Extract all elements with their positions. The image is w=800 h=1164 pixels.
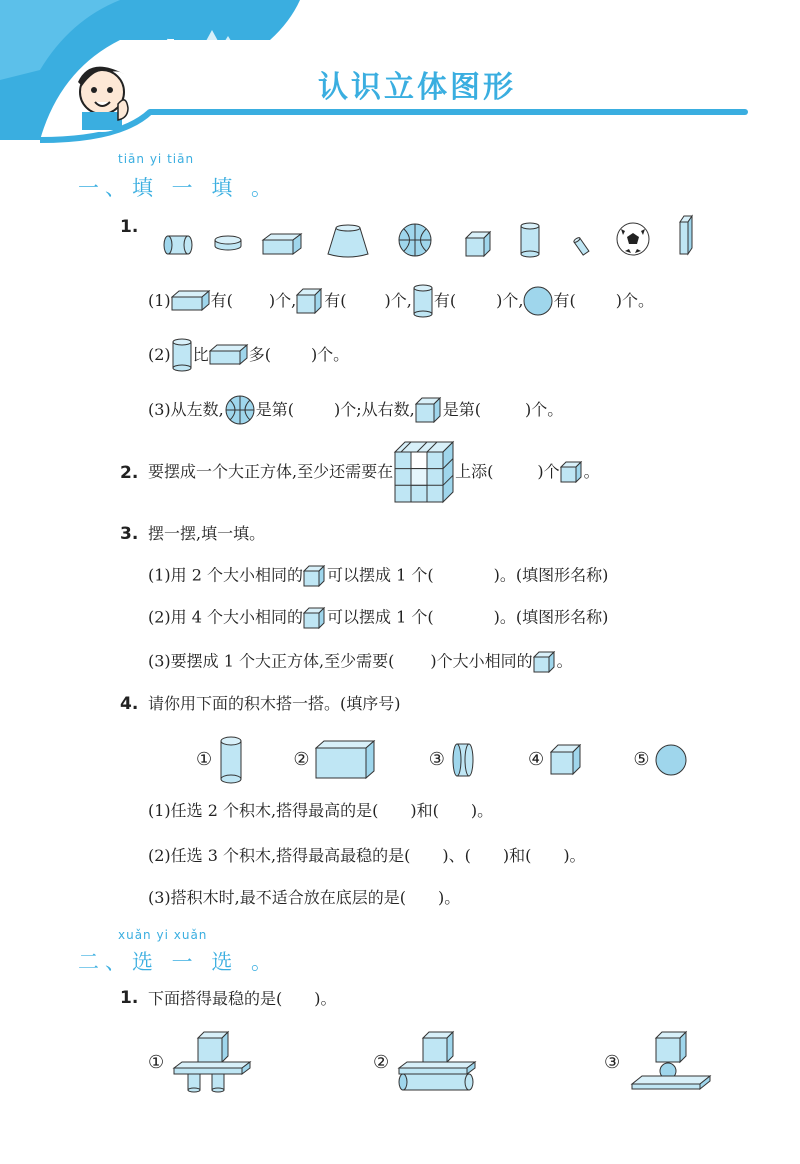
option-label-2: ② (373, 1052, 390, 1073)
section2-pinyin: xuǎn yi xuǎn (118, 928, 208, 942)
block-label-3: ③ (428, 749, 445, 770)
q3-number: 3. (120, 524, 139, 544)
cube-icon (303, 565, 327, 587)
s2-q1-number: 1. (120, 988, 139, 1008)
option-label-1: ① (148, 1052, 165, 1073)
q4-blocks (196, 736, 687, 784)
q1-part3: (3)从左数, 是第( )个;从右数, 是第( )个。 (148, 394, 563, 426)
sphere-icon (655, 744, 687, 776)
basketball-icon (224, 394, 256, 426)
q1-shape-row (160, 212, 710, 262)
q3-part3: (3)要摆成 1 个大正方体,至少需要( )个大小相同的 。 (148, 651, 573, 671)
bicycle-icon (154, 40, 186, 56)
section1-pinyin: tiān yi tiān (118, 152, 195, 166)
option-2-stack-icon (393, 1030, 483, 1094)
cylinder-icon (164, 236, 192, 254)
small-cylinder-icon (573, 237, 589, 255)
cube-stack-icon (393, 440, 455, 504)
block-label-5: ⑤ (633, 749, 650, 770)
frustum-icon (328, 225, 368, 257)
section2-heading: 二、选 一 选 。 (78, 950, 279, 974)
basketball-icon (399, 224, 431, 256)
q3-title: 摆一摆,填一填。 (148, 524, 266, 543)
cylinder-upright-icon (521, 223, 539, 257)
q3-part1: (1)用 2 个大小相同的 可以摆成 1 个( )。(填图形名称) (148, 565, 609, 585)
cube-icon (533, 651, 557, 673)
cube-icon (550, 744, 582, 776)
tall-prism-icon (680, 216, 692, 254)
q4-part1: (1)任选 2 个积木,搭得最高的是( )和( )。 (148, 801, 494, 820)
soccer-ball-icon (617, 223, 649, 255)
q4-part3: (3)搭积木时,最不适合放在底层的是( )。 (148, 888, 461, 907)
q2-number: 2. (120, 463, 139, 483)
cuboid-icon (209, 344, 249, 366)
cube-icon (296, 288, 324, 314)
sphere-icon (523, 286, 553, 316)
block-label-4: ④ (528, 749, 545, 770)
cuboid-icon (263, 234, 301, 254)
page-title: 认识立体图形 (318, 70, 516, 105)
cylinder-icon (412, 284, 434, 318)
q1-part2: (2) 比 多( )个。 (148, 338, 349, 372)
cylinder-icon (218, 736, 244, 784)
q4-number: 4. (120, 694, 139, 714)
block-label-1: ① (196, 749, 213, 770)
cube-icon (466, 232, 490, 256)
cube-icon (303, 607, 327, 629)
option-1-stack-icon (168, 1030, 258, 1094)
q2-text: 要摆成一个大正方体,至少还需要在 上添( )个 。 (148, 440, 600, 504)
q3-part2: (2)用 4 个大小相同的 可以摆成 1 个( )。(填图形名称) (148, 607, 609, 627)
q4-part2: (2)任选 3 个积木,搭得最高最稳的是( )、( )和( )。 (148, 846, 586, 865)
s2-q1-text: 下面搭得最稳的是( )。 (148, 989, 337, 1008)
cylinder-icon (171, 338, 193, 372)
cube-icon (560, 461, 584, 483)
block-label-2: ② (293, 749, 310, 770)
boy-mascot-icon (68, 64, 136, 132)
q4-title: 请你用下面的积木搭一搭。(填序号) (148, 694, 401, 713)
cube-icon (415, 397, 443, 423)
section1-heading: 一、填 一 填 。 (78, 176, 279, 200)
disk-icon (215, 236, 241, 250)
option-3-stack-icon (626, 1030, 716, 1094)
option-label-3: ③ (604, 1052, 621, 1073)
q1-part1: (1) 有( )个, 有( )个, 有( )个, 有( )个。 (148, 284, 654, 318)
disk-icon (451, 742, 477, 778)
cuboid-icon (171, 290, 211, 312)
cuboid-icon (315, 740, 377, 780)
q1-number: 1. (120, 217, 139, 237)
